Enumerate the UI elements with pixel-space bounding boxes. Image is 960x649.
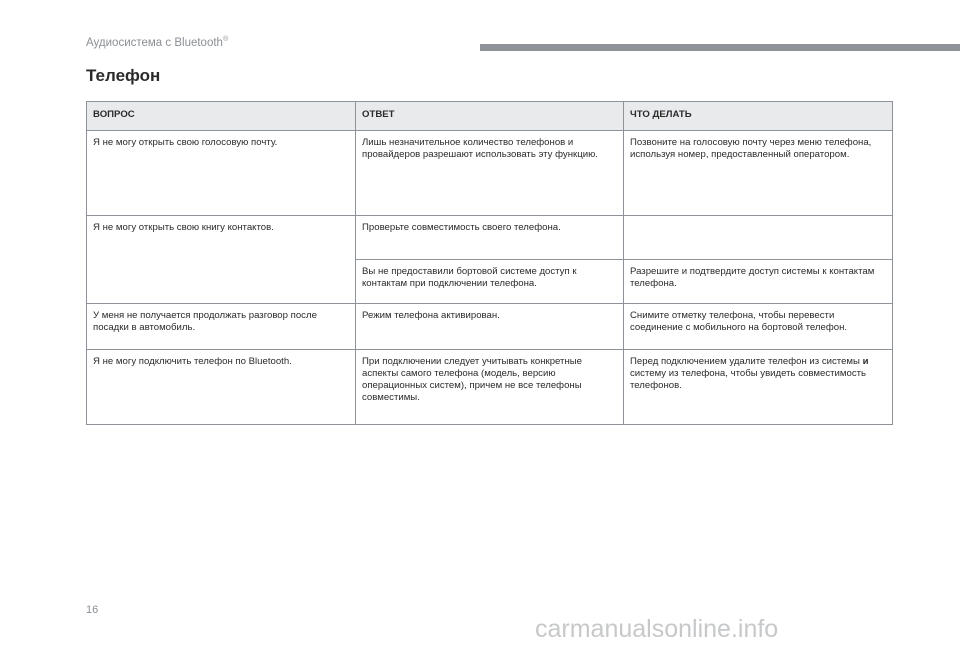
question-cell: Я не могу открыть свою голосовую почту. <box>87 131 356 216</box>
column-header-action: ЧТО ДЕЛАТЬ <box>624 102 893 131</box>
answer-cell: Режим телефона активирован. <box>356 304 624 350</box>
table-header-row <box>87 102 893 131</box>
action-cell: Снимите отметку телефона, чтобы перевести соединение с мобильного на бортовой телефон. <box>624 304 893 350</box>
action-emphasis: и <box>862 356 869 367</box>
watermark: carmanualsonline.info <box>535 615 779 643</box>
header-rule <box>480 44 960 51</box>
table-row <box>87 304 893 350</box>
section-header <box>86 36 228 49</box>
answer-cell: Проверьте совместимость своего телефона. <box>356 216 624 260</box>
section-header-label: Аудиосистема с Bluetooth <box>86 36 223 49</box>
action-cell <box>624 216 893 260</box>
table-row <box>87 131 893 216</box>
column-header-answer: ОТВЕТ <box>356 102 624 131</box>
answer-cell: Лишь незначительное количество телефонов и провайдеров разрешают использовать эту функцию. <box>356 131 624 216</box>
question-cell: У меня не получается продолжать разговор после посадки в автомобиль. <box>87 304 356 350</box>
action-text: систему из телефона, чтобы увидеть совместимость телефонов. <box>630 368 867 391</box>
answer-cell: При подключении следует учитывать конкретные аспекты самого телефона (модель, версию операционных систем), причем не все телефоны совместимы. <box>356 350 624 425</box>
column-header-question: ВОПРОС <box>87 102 356 131</box>
action-cell: Позвоните на голосовую почту через меню телефона, используя номер, предоставленный оператором. <box>624 131 893 216</box>
answer-cell: Вы не предоставили бортовой системе доступ к контактам при подключении телефона. <box>356 260 624 304</box>
page-title: Телефон <box>86 66 161 85</box>
table-row <box>87 350 893 425</box>
question-cell: Я не могу открыть свою книгу контактов. <box>87 216 356 304</box>
question-cell: Я не могу подключить телефон по Bluetooth. <box>87 350 356 425</box>
page-number: 16 <box>86 604 99 616</box>
troubleshooting-table <box>86 101 893 425</box>
table-row <box>87 216 893 260</box>
action-text: Перед подключением удалите телефон из системы <box>630 356 860 367</box>
action-cell: Разрешите и подтвердите доступ системы к контактам телефона. <box>624 260 893 304</box>
registered-mark: ® <box>222 36 229 43</box>
action-cell <box>624 350 893 425</box>
